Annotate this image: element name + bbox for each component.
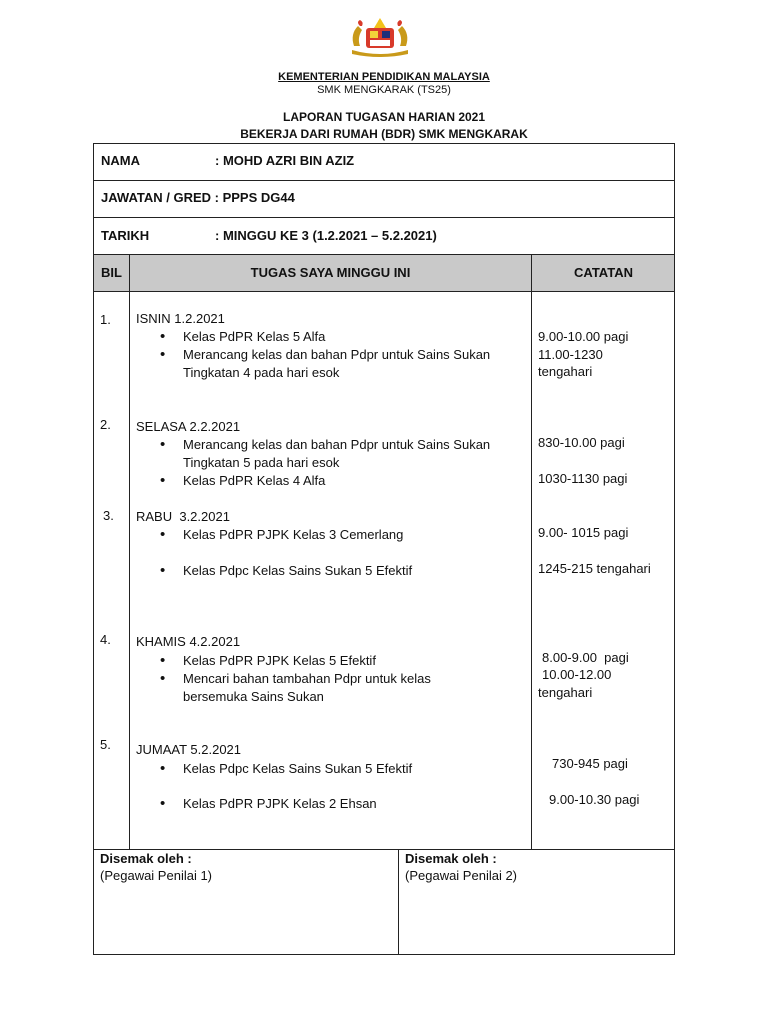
task-note: 1030-1130 pagi [538,471,628,486]
row-number: 3. [103,508,114,523]
column-divider [531,254,532,849]
jata-negara-crest-icon [346,16,414,58]
task-item: • Kelas PdPR PJPK Kelas 2 Ehsan [183,795,377,813]
tarikh-value: : MINGGU KE 3 (1.2.2021 – 5.2.2021) [215,228,437,243]
column-divider [398,849,399,955]
row-divider [94,291,674,292]
report-table [93,143,675,955]
day-heading: ISNIN 1.2.2021 [136,311,225,326]
row-number: 4. [100,632,111,647]
task-note: 8.00-9.00 pagi [542,650,629,665]
signoff-left-subtitle: (Pegawai Penilai 1) [100,868,213,883]
task-item: • Kelas PdPR PJPK Kelas 3 Cemerlang [183,526,403,544]
task-item: • Kelas PdPR Kelas 5 Alfa [183,328,325,346]
column-header-tugas: TUGAS SAYA MINGGU INI [250,265,411,280]
task-note: 9.00-10.00 pagi [538,329,629,344]
jawatan-label: JAWATAN / GRED [101,190,212,205]
nama-label: NAMA [101,153,140,168]
row-divider [94,217,674,218]
task-note: tengahari [538,685,593,700]
task-note: 11.00-1230 [538,347,603,362]
ministry-heading: KEMENTERIAN PENDIDIKAN MALAYSIA [278,71,490,83]
task-item: • Merancang kelas dan bahan Pdpr untuk Sains Sukan [183,346,490,364]
column-header-bil: BIL [101,265,122,280]
signoff-right-title: Disemak oleh : [405,851,497,866]
row-divider [94,180,674,181]
task-note: 1245-215 tengahari [538,561,651,576]
jawatan-value: : PPPS DG44 [211,190,295,205]
report-subtitle: BEKERJA DARI RUMAH (BDR) SMK MENGKARAK [240,127,528,141]
task-item-continuation: bersemuka Sains Sukan [183,689,324,704]
nama-row [101,153,354,168]
task-note: tengahari [538,364,593,379]
task-item: • Kelas Pdpc Kelas Sains Sukan 5 Efektif [183,760,412,778]
task-item-continuation: Tingkatan 4 pada hari esok [183,365,340,380]
day-heading: SELASA 2.2.2021 [136,419,241,434]
report-title: LAPORAN TUGASAN HARIAN 2021 [282,110,486,124]
task-note: 9.00-10.30 pagi [549,792,640,807]
school-name: SMK MENGKARAK (TS25) [317,84,451,96]
task-item: • Kelas PdPR Kelas 4 Alfa [183,472,325,490]
nama-value: : MOHD AZRI BIN AZIZ [215,153,355,168]
day-heading: KHAMIS 4.2.2021 [136,634,241,649]
column-divider [129,254,130,849]
task-item: • Merancang kelas dan bahan Pdpr untuk Sains Sukan [183,436,490,454]
row-number: 5. [100,737,111,752]
row-number: 1. [100,312,111,327]
day-heading: RABU 3.2.2021 [136,509,230,524]
jawatan-row [101,190,295,205]
task-note: 830-10.00 pagi [538,435,625,450]
row-number: 2. [100,417,111,432]
task-note: 730-945 pagi [552,756,628,771]
task-note: 10.00-12.00 [542,667,612,682]
task-item: • Mencari bahan tambahan Pdpr untuk kelas [183,670,431,688]
column-header-catatan: CATATAN [574,265,633,280]
task-item: • Kelas Pdpc Kelas Sains Sukan 5 Efektif [183,562,412,580]
task-note: 9.00- 1015 pagi [538,525,629,540]
day-heading: JUMAAT 5.2.2021 [136,742,242,757]
row-divider [94,849,674,850]
tarikh-label: TARIKH [101,228,150,243]
tarikh-row [101,228,437,243]
task-item-continuation: Tingkatan 5 pada hari esok [183,455,340,470]
task-item: • Kelas PdPR PJPK Kelas 5 Efektif [183,652,376,670]
signoff-left-title: Disemak oleh : [100,851,192,866]
signoff-right-subtitle: (Pegawai Penilai 2) [405,868,518,883]
